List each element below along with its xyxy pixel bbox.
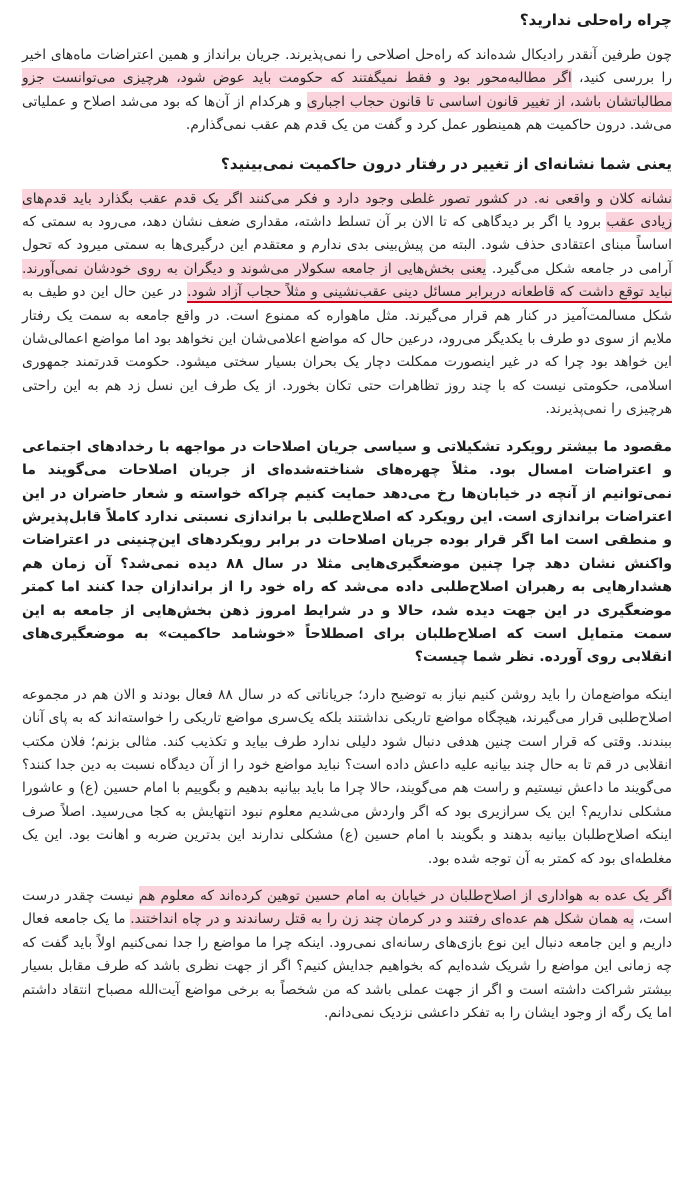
answer-2-text-b: در عین حال این دو طیف به شکل مسالمت‌آمیز در کنار هم قرار می‌گیرند. مثل ماهواره که ممنوع است. در واقع جامعه به سمت یک رفتار ملایم از سوی دو طرف با یکدیگر می‌رود، درعین حال که مواضع اعلامی‌شان این نخواهد بود اما مواضع اعمالی‌شان این خواهد بود چرا که در غیر اینصورت ممکلت دچار یک بحران بسیار سختی میشود. حکومت قدرتمند جمهوری اسلامی، حکومتی نیست که با چند روز تظاهرات حتی تکان بخورد. از یک طرف این نسل زد هم به این راحتی هرچیزی را نمی‌پذیرند. bbox=[22, 284, 672, 418]
answer-2-highlight-b: یعنی بخش‌هایی از جامعه سکولار می‌شوند و دیگران به روی خودشان نمی‌آورند. bbox=[22, 260, 487, 277]
question-1-heading: چراه راه‌حلی ندارید؟ bbox=[519, 11, 672, 29]
question-2-heading: یعنی شما نشانه‌ای از تغییر در رفتار درون حاکمیت نمی‌بینید؟ bbox=[220, 154, 672, 173]
answer-2-underlined-highlight: نباید توقع داشت که قاطعانه دربرابر مسائل دینی عقب‌نشینی و مثلاً حجاب آزاد شود. bbox=[187, 284, 672, 301]
answer-3-highlight-a: اگر یک عده به هواداری از اصلاح‌طلبان در خیابان به امام حسین توهین کرده‌اند که معلوم هم bbox=[138, 888, 673, 904]
answer-1-paragraph bbox=[22, 44, 672, 138]
answer-2-paragraph bbox=[22, 188, 672, 422]
answer-3-text-b: ما یک جامعه فعال داریم و این جامعه دنبال این نوع بازی‌های رسانه‌ای نمی‌رود. اینکه چرا ما مواضع را جدا نمی‌کنیم اولاً باید گفت که چه زمانی این مواضع را شریک شده‌ایم که بخواهیم جدایش کنیم؟ اگر از جهت نظری باشد که طرف مقابل بسیار بیشتر شراکت داشته است و اگر از جهت عملی باشد که من شخصاً به برخی مواضع آیت‌الله مصباح انتقاد داشتم اما یک رگه از وجود ایشان را به تفکر داعشی نزدیک نمی‌دانم. bbox=[22, 911, 672, 1022]
answer-1-text-a: چون طرفین آنقدر رادیکال شده‌اند که راه‌حل اصلاحی را نمی‌پذیرند. جریان برانداز و همین اعتراضات ماه‌های اخیر را بررسی کنید، bbox=[22, 47, 672, 87]
answer-2-highlight-a: نشانه کلان و واقعی نه. در کشور تصور غلطی وجود دارد و فکر می‌کنند اگر یک قدم عقب بگذارد باید قدم‌های زیادی عقب bbox=[22, 190, 672, 231]
answer-3-paragraph-2 bbox=[22, 885, 672, 1025]
answer-3-text-a: نیست چقدر درست است، bbox=[22, 888, 673, 928]
answer-3-highlight-b: به همان شکل هم عده‌ای رفتند و در کرمان چند زن را به قتل رساندند و در چاه انداختند. bbox=[130, 911, 634, 928]
answer-1-text-b: و هرکدام از آن‌ها که بود می‌شد اصلاح و عملیاتی می‌شد. درون حاکمیت هم همینطور عمل کرد و گفت من یک قدم هم عقب نمی‌گذارم. bbox=[22, 93, 672, 134]
answer-3-paragraph-1: اینکه مواضع‌مان را باید روشن کنیم نیاز به توضیح دارد؛ جریاناتی که در سال ۸۸ فعال بودند و الان هم در مجموعه اصلاح‌طلبی قرار می‌گیرند، هیچگاه مواضع تاریکی نداشتند بلکه یک‌سری مواضع تاریکی را خواسته‌اند که به پای آنان ببندند. وقتی که قرار است چنین هدفی دنبال شود دلیلی ندارد طرف بیاید و تکذیب کند. مثالی بزنم؛ فلان مکتب انقلابی در قم تا به حال چند بیانیه علیه داعش داده است؟ نباید مواضع خود را از آن دیدگاه نسبت به دین جدا کنند؟ می‌گویند ما داعش نیستیم و راست هم می‌گویند، حالا چرا ما باید بیانیه بدهیم و بگوییم با امام حسین (ع) و عاشورا مشکلی نداریم؟ این یک سرازیری بود که اگر واردش می‌شدیم معلوم نبود انتهایش به کجا می‌رسید. اصلاً صرف اینکه اصلاح‌طلبان بیانیه بدهند و بگویند با امام حسین (ع) مشکلی ندارند این بدترین ضربه و اهانت بود. این یک مغلطه‌ای بود که کمتر به آن توجه شده بود. bbox=[22, 686, 672, 867]
answer-1-highlight: اگر مطالبه‌محور بود و فقط نمیگفتند که حکومت باید عوض شود، هرچیزی می‌توانست جزو مطالباتشان باشد، از تغییر قانون اساسی تا قانون حجاب اجباری bbox=[22, 70, 672, 110]
answer-2-text-a: برود یا اگر بر دیدگاهی که تا الان بر آن تسلط داشته، مقداری ضعف نشان دهد، می‌رود به سمتی که اساساً مبنای اعتقادی حذف شود. البته من پیش‌بینی بدی ندارم و معتقدم این درگیری‌ها به سمتی میرود که تحول آرامی در جامعه شکل می‌گیرد. bbox=[22, 214, 672, 277]
question-3-paragraph: مقصود ما بیشتر رویکرد تشکیلاتی و سیاسی جریان اصلاحات در مواجهه با رخدادهای اجتماعی و اعتراضات امسال بود. مثلاً چهره‌های شناخته‌شده‌ای از جریان اصلاحات می‌گویند ما نمی‌توانیم از آنچه در خیابان‌ها رخ می‌دهد حمایت کنیم چراکه خواسته و شعار حاضران در این اعتراضات براندازی است. این رویکرد که اصلاح‌طلبی با براندازی نسبتی ندارد کاملاً قابل‌پذیرش و منطقی است اما اگر قرار بوده جریان اصلاحات در برابر رویکردهای این‌چنینی در اعتراضات واکنش نشان دهد چرا چنین موضعگیری‌هایی مثلا در سال ۸۸ دیده نمی‌شد؟ آن زمان هم هشدارهایی به رهبران اصلاح‌طلبی داده می‌شد که راه خود را از براندازان جدا کنند اما کمتر موضعگیری در این جهت دیده شد، حالا و در شرایط امروز ذهن بخش‌هایی از جامعه به این سمت متمایل است که اصلاح‌طلبان برای اصطلاحاً «خوشامد حاکمیت» به موضعگیری‌های انقلابی روی آورده. نظر شما چیست؟ bbox=[22, 438, 672, 666]
